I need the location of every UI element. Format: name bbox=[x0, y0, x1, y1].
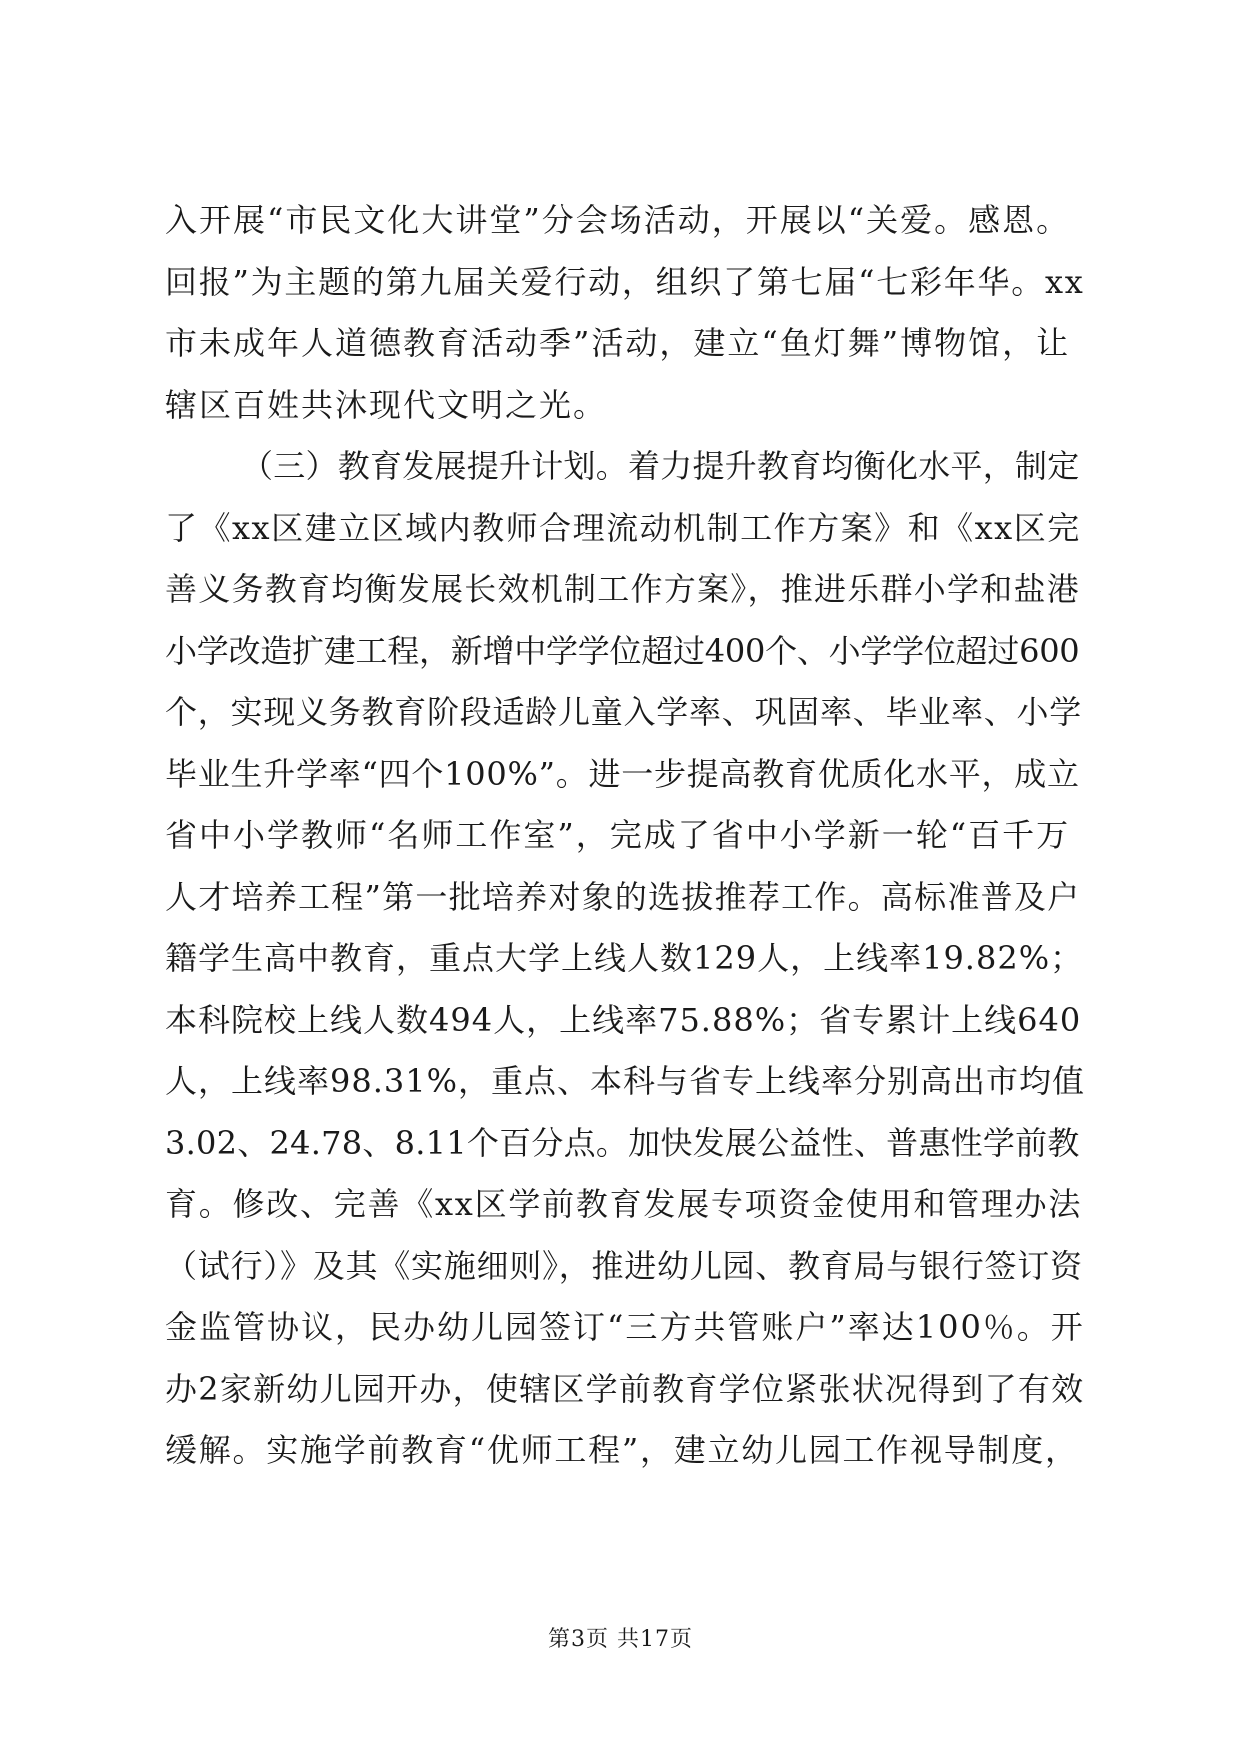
paragraph-line: 入开展“市民文化大讲堂”分会场活动，开展以“关爱。感恩。 bbox=[165, 201, 1071, 239]
paragraph-line: （三）教育发展提升计划。着力提升教育均衡化水平，制定 bbox=[241, 447, 1080, 485]
paragraph-line: 小学改造扩建工程，新增中学学位超过400个、小学学位超过600 bbox=[165, 631, 1080, 670]
paragraph-1 bbox=[165, 190, 1085, 436]
paragraph-line: 金监管协议，民办幼儿园签订“三方共管账户”率达100％。开 bbox=[165, 1308, 1085, 1346]
paragraph-line: 人，上线率98.31%，重点、本科与省专上线率分别高出市均值 bbox=[165, 1062, 1086, 1100]
document-body bbox=[165, 190, 1085, 1482]
paragraph-line: 省中小学教师“名师工作室”，完成了省中小学新一轮“百千万 bbox=[165, 816, 1071, 854]
paragraph-line: 籍学生高中教育，重点大学上线人数129人，上线率19.82%； bbox=[165, 939, 1084, 977]
paragraph-2 bbox=[165, 436, 1085, 1482]
paragraph-line: 3.02、24.78、8.11个百分点。加快发展公益性、普惠性学前教 bbox=[165, 1123, 1080, 1162]
paragraph-line: 个，实现义务教育阶段适龄儿童入学率、巩固率、毕业率、小学 bbox=[165, 693, 1083, 731]
paragraph-line: 毕业生升学率“四个100%”。进一步提高教育优质化水平，成立 bbox=[165, 754, 1080, 793]
paragraph-line: 人才培养工程”第一批培养对象的选拔推荐工作。高标准普及户 bbox=[165, 877, 1081, 916]
paragraph-line: 辖区百姓共沐现代文明之光。 bbox=[165, 385, 608, 424]
paragraph-line: 回报”为主题的第九届关爱行动，组织了第七届“七彩年华。xx bbox=[165, 262, 1085, 301]
paragraph-line: 市未成年人道德教育活动季”活动，建立“鱼灯舞”博物馆，让 bbox=[165, 324, 1071, 362]
page-number-footer: 第3页 共17页 bbox=[548, 1627, 693, 1652]
paragraph-line: 了《xx区建立区域内教师合理流动机制工作方案》和《xx区完 bbox=[165, 508, 1081, 547]
paragraph-line: 本科院校上线人数494人，上线率75.88%；省专累计上线640 bbox=[165, 1000, 1082, 1039]
paragraph-line: 育。修改、完善《xx区学前教育发展专项资金使用和管理办法 bbox=[165, 1185, 1083, 1223]
paragraph-line: （试行）》及其《实施细则》，推进幼儿园、教育局与银行签订资 bbox=[165, 1246, 1083, 1285]
paragraph-line: 办2家新幼儿园开办，使辖区学前教育学位紧张状况得到了有效 bbox=[165, 1369, 1085, 1408]
paragraph-line: 缓解。实施学前教育“优师工程”，建立幼儿园工作视导制度， bbox=[165, 1431, 1079, 1469]
paragraph-line: 善义务教育均衡发展长效机制工作方案》，推进乐群小学和盐港 bbox=[165, 570, 1081, 608]
